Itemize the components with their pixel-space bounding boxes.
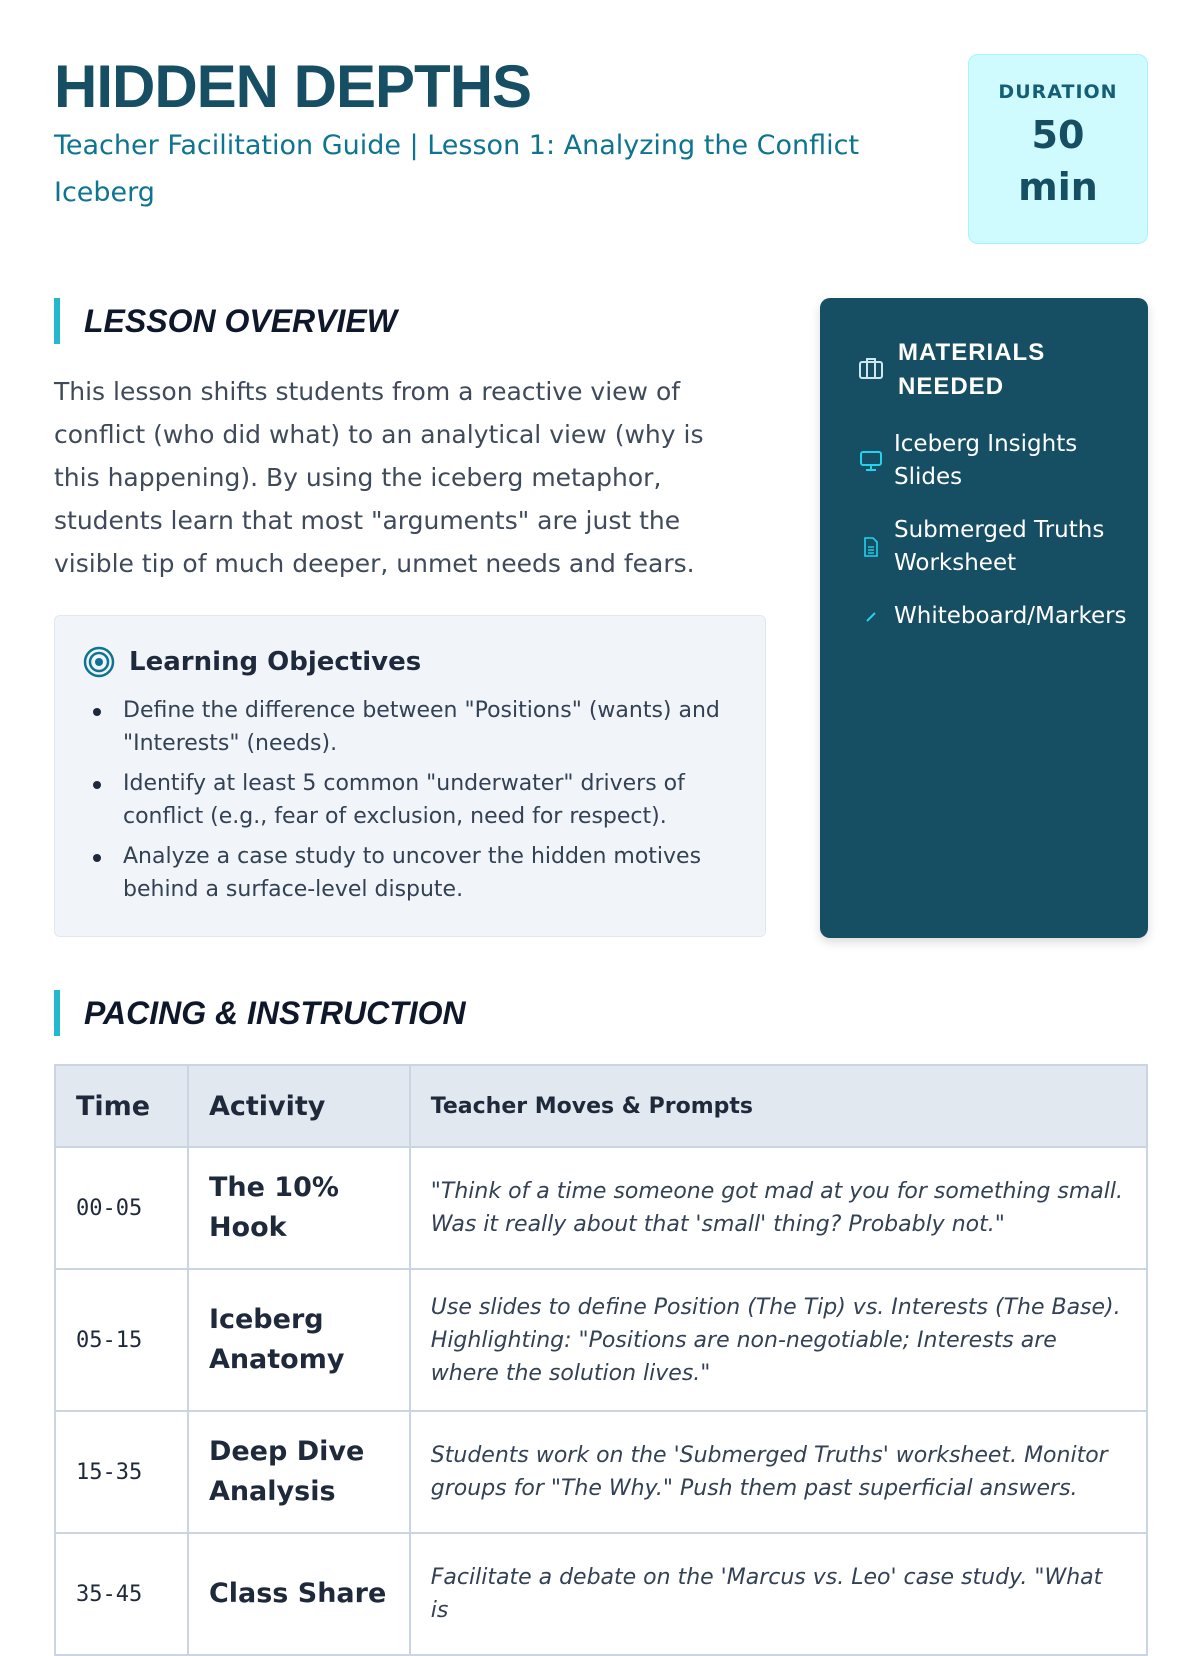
table-row <box>55 1411 1147 1533</box>
material-item <box>858 600 1127 633</box>
material-item <box>858 428 1110 494</box>
table-header-row <box>55 1065 1147 1147</box>
table-row <box>55 1147 1147 1269</box>
table-row <box>55 1533 1147 1655</box>
marker-icon <box>865 611 877 623</box>
column-header-activity: Activity <box>188 1065 410 1147</box>
objectives-list <box>83 694 737 906</box>
column-header-time: Time <box>55 1065 188 1147</box>
duration-card <box>968 54 1148 244</box>
row-time: 05-15 <box>55 1269 188 1411</box>
material-label: Submerged Truths Worksheet <box>894 517 1105 576</box>
overview-heading: LESSON OVERVIEW <box>84 303 397 339</box>
pacing-heading-block <box>54 990 466 1036</box>
row-prompt: Students work on the 'Submerged Truths' worksheet. Monitor groups for "The Why." Push them past superficial answers. <box>410 1411 1147 1533</box>
objectives-heading: Learning Objectives <box>129 647 422 677</box>
header <box>54 54 1148 244</box>
row-prompt: "Think of a time someone got mad at you for something small. Was it really about that 'small' thing? Probably not." <box>410 1147 1147 1269</box>
row-prompt: Facilitate a debate on the 'Marcus vs. Leo' case study. "What is <box>410 1533 1147 1655</box>
table-row <box>55 1269 1147 1411</box>
duration-value: 50 min <box>1018 113 1098 209</box>
row-activity: The 10% Hook <box>188 1147 410 1269</box>
materials-heading: MATERIALS NEEDED <box>898 339 1046 400</box>
learning-objectives-card <box>54 615 766 937</box>
row-activity: Class Share <box>188 1533 410 1655</box>
objectives-title-row <box>83 646 737 678</box>
column-header-prompts: Teacher Moves & Prompts <box>410 1065 1147 1147</box>
objective-item: Identify at least 5 common "underwater" drivers of conflict (e.g., fear of exclusion, need for respect). <box>123 767 737 833</box>
row-time: 35-45 <box>55 1533 188 1655</box>
overview-heading-block <box>54 298 397 344</box>
page-title: HIDDEN DEPTHS <box>54 53 532 120</box>
monitor-icon <box>859 450 883 472</box>
materials-panel <box>820 298 1148 938</box>
document-icon <box>863 537 879 557</box>
row-activity: Deep Dive Analysis <box>188 1411 410 1533</box>
materials-list <box>858 428 1127 633</box>
row-prompt: Use slides to define Position (The Tip) vs. Interests (The Base). Highlighting: "Positions are non-negotiable; Interests are where the solution lives." <box>410 1269 1147 1411</box>
row-time: 15-35 <box>55 1411 188 1533</box>
target-icon <box>83 646 115 678</box>
materials-heading-row <box>858 336 1110 404</box>
duration-label: DURATION <box>998 81 1118 103</box>
objective-item: Define the difference between "Positions" (wants) and "Interests" (needs). <box>123 694 737 760</box>
pacing-table <box>54 1064 1148 1656</box>
material-label: Whiteboard/Markers <box>894 603 1127 629</box>
row-time: 00-05 <box>55 1147 188 1269</box>
pacing-heading: PACING & INSTRUCTION <box>84 995 466 1031</box>
material-item <box>858 514 1110 580</box>
briefcase-icon <box>858 356 884 380</box>
material-label: Iceberg Insights Slides <box>894 431 1078 490</box>
page-subtitle: Teacher Facilitation Guide | Lesson 1: Analyzing the Conflict Iceberg <box>54 130 860 208</box>
row-activity: Iceberg Anatomy <box>188 1269 410 1411</box>
objective-item: Analyze a case study to uncover the hidden motives behind a surface-level dispute. <box>123 840 737 906</box>
overview-text: This lesson shifts students from a reactive view of conflict (who did what) to an analytical view (why is this happening). By using the iceberg metaphor, students learn that most "arguments" are just the visible tip of much deeper, unmet needs and fears. <box>54 377 704 578</box>
